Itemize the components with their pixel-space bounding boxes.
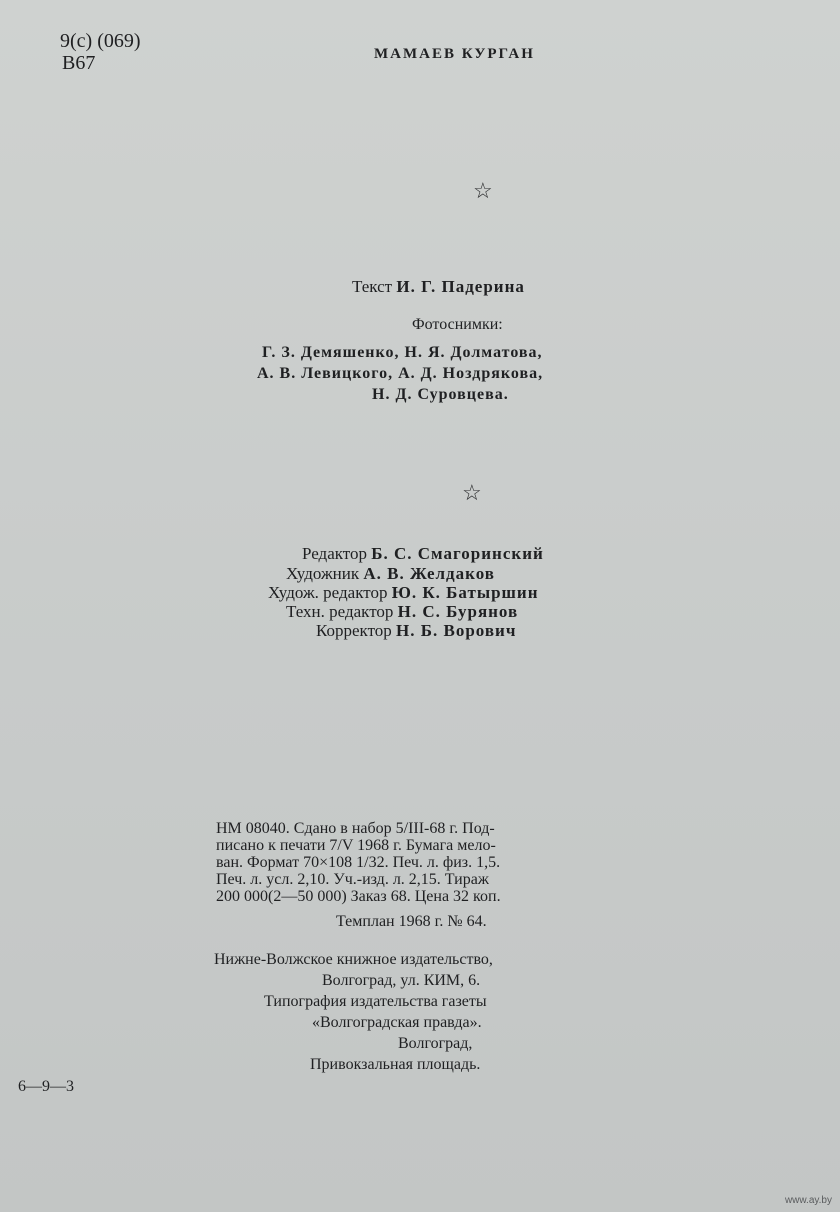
imprint-line-4: Печ. л. усл. 2,10. Уч.-изд. л. 2,15. Тираж [216, 871, 489, 888]
publisher-line-5: Волгоград, [398, 1035, 473, 1052]
staff-role: Художник [286, 564, 360, 583]
imprint-line-1: НМ 08040. Сдано в набор 5/III-68 г. Под- [216, 820, 495, 837]
watermark: www.ay.by [784, 1195, 832, 1206]
photos-line-3: Н. Д. Суровцева. [372, 386, 509, 403]
photos-label: Фотоснимки: [412, 316, 503, 333]
staff-artist [286, 564, 495, 584]
imprint-line-2: писано к печати 7/V 1968 г. Бумага мело- [216, 837, 496, 854]
staff-proofreader [316, 621, 516, 641]
staff-role: Корректор [316, 621, 392, 640]
star-ornament-1: ☆ [473, 178, 493, 203]
staff-editor [302, 544, 544, 564]
text-credit [352, 277, 525, 297]
classification-codes [60, 30, 141, 74]
publisher-line-4: «Волгоградская правда». [312, 1014, 482, 1031]
imprint-line-5: 200 000(2—50 000) Заказ 68. Цена 32 коп. [216, 888, 501, 905]
photos-line-1: Г. З. Демяшенко, Н. Я. Долматова, [262, 344, 543, 361]
text-credit-label: Текст [352, 277, 393, 296]
staff-name: Н. Б. Ворович [396, 621, 517, 640]
staff-tech-editor [286, 602, 518, 622]
code-line-1: 9(с) (069) [60, 30, 141, 52]
code-line-2: В67 [62, 52, 96, 74]
photos-line-2: А. В. Левицкого, А. Д. Ноздрякова, [257, 365, 544, 382]
imprint-line-6: Темплан 1968 г. № 64. [336, 913, 487, 930]
staff-name: Б. С. Смагоринский [371, 544, 544, 563]
staff-role: Худож. редактор [268, 583, 388, 602]
staff-name: Ю. К. Батыршин [391, 583, 539, 602]
star-ornament-2: ☆ [462, 480, 482, 505]
staff-name: А. В. Желдаков [363, 564, 495, 583]
staff-role: Техн. редактор [286, 602, 394, 621]
publisher-line-6: Привокзальная площадь. [310, 1056, 481, 1073]
staff-name: Н. С. Бурянов [397, 602, 519, 621]
publisher-line-3: Типография издательства газеты [264, 993, 487, 1010]
corner-code: 6—9—3 [18, 1078, 74, 1095]
staff-role: Редактор [302, 544, 367, 563]
book-title: МАМАЕВ КУРГАН [374, 46, 535, 62]
imprint-line-3: ван. Формат 70×108 1/32. Печ. л. физ. 1,5. [216, 854, 501, 871]
publisher-line-1: Нижне-Волжское книжное издательство, [214, 951, 493, 968]
staff-art-editor [268, 583, 539, 603]
publisher-line-2: Волгоград, ул. КИМ, 6. [322, 972, 481, 989]
text-credit-name: И. Г. Падерина [396, 277, 525, 296]
